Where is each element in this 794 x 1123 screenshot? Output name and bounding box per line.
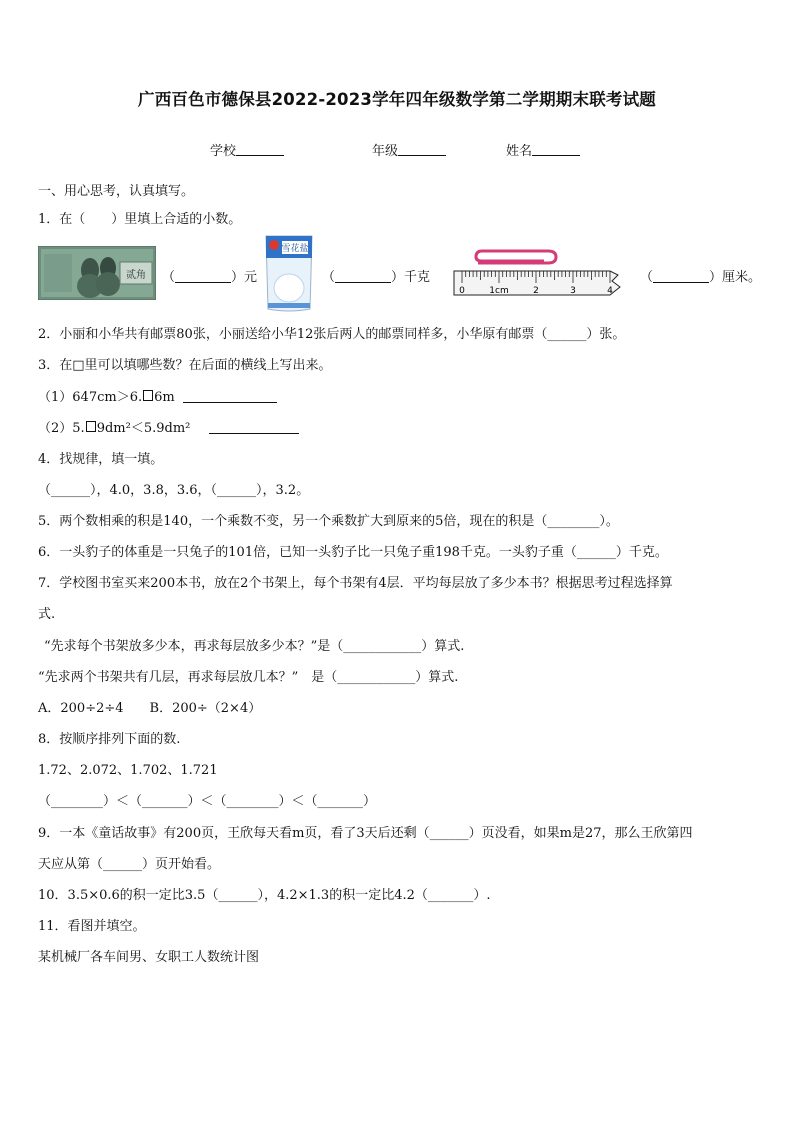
chart-caption: 某机械厂各车间男、女职工人数统计图 (38, 950, 260, 965)
q3-part2 (38, 417, 299, 436)
q2: 2．小丽和小华共有邮票80张，小丽送给小华12张后两人的邮票同样多，小华原有邮票（______）张。 (38, 327, 626, 342)
q4-sequence: （______），4.0，3.8，3.6，（______），3.2。 (38, 483, 310, 498)
ruler-image (452, 247, 628, 303)
ruler-tick-label: 1cm (489, 286, 509, 296)
q3-part2-a: （2）5. (38, 421, 85, 436)
q9-line1: 9．一本《童话故事》有200页，王欣每天看m页，看了3天后还剩（______）页没看，如果m是27，那么王欣第四 (38, 826, 693, 841)
q3-part2-b: 9dm²＜5.9dm² (96, 421, 191, 436)
q3-part1-answer-line[interactable] (183, 390, 277, 403)
q3-part1-b: 6m (154, 390, 175, 405)
school-blank[interactable] (236, 143, 284, 156)
q8-numbers: 1.72、2.072、1.702、1.721 (38, 763, 218, 778)
section-heading: 一、用心思考，认真填写。 (38, 184, 195, 199)
name-label: 姓名 (506, 144, 533, 159)
ruler-tick-label: 0 (459, 286, 465, 296)
q4-stem: 4．找规律，填一填。 (38, 452, 164, 467)
q1-stem: 1．在（ ）里填上合适的小数。 (38, 212, 242, 227)
q7-choice1: “先求每个书架放多少本，再求每层放多少本？”是（____________）算式. (44, 639, 465, 654)
q7-choice2: “先求两个书架共有几层，再求每层放几本？” 是（____________）算式. (38, 670, 459, 685)
ruler-tick-label: 4 (607, 286, 613, 296)
grade-label: 年级 (372, 144, 399, 159)
q1-blank-cm[interactable]: （ ）厘米。 (640, 270, 762, 285)
grade-blank[interactable] (398, 143, 446, 156)
q11: 11．看图并填空。 (38, 919, 146, 934)
q1-blank-kg[interactable]: （ ）千克 (322, 270, 431, 285)
q6: 6．一头豹子的体重是一只兔子的101倍，已知一头豹子比一只兔子重198千克。一头豹子重（______）千克。 (38, 545, 668, 560)
salt-bag-image (262, 233, 316, 317)
banknote-image (38, 246, 156, 304)
box-square[interactable] (86, 421, 96, 432)
unit-yuan: 元 (244, 270, 258, 285)
paperclip-icon (476, 251, 556, 263)
name-field (506, 140, 580, 159)
school-field (210, 140, 284, 159)
q8-order: （________）＜（_______）＜（________）＜（_______） (38, 794, 377, 809)
q5: 5．两个数相乘的积是140，一个乘数不变，另一个乘数扩大到原来的5倍，现在的积是（________）。 (38, 514, 619, 529)
name-blank[interactable] (532, 143, 580, 156)
ruler-tick-label: 2 (533, 286, 539, 296)
q8-stem: 8．按顺序排列下面的数. (38, 732, 181, 747)
ruler-tick-label: 3 (570, 286, 576, 296)
banknote-label: 贰角 (126, 270, 146, 281)
unit-kg: 千克 (404, 270, 431, 285)
q3-part1 (38, 386, 277, 405)
page-title: 广西百色市德保县2022-2023学年四年级数学第二学期期末联考试题 (138, 90, 656, 109)
q7-stem-line2: 式. (38, 607, 56, 622)
q3-part2-answer-line[interactable] (209, 421, 299, 434)
grade-field (372, 140, 446, 159)
q3-stem: 3．在□里可以填哪些数？在后面的横线上写出来。 (38, 358, 332, 373)
q7-stem-line1: 7．学校图书室买来200本书，放在2个书架上，每个书架有4层．平均每层放了多少本书？根据思考过程选择算 (38, 576, 673, 591)
q3-part1-a: （1）647cm＞6. (38, 390, 143, 405)
q7-options: A．200÷2÷4 B．200÷（2×4） (38, 701, 262, 716)
q10: 10．3.5×0.6的积一定比3.5（______），4.2×1.3的积一定比4.2（_______）. (38, 888, 491, 903)
q1-blank-yuan[interactable]: （ ）元 (162, 270, 258, 285)
unit-cm: 厘米。 (722, 270, 762, 285)
school-label: 学校 (210, 144, 237, 159)
bag-label: 雪花盐 (281, 244, 309, 254)
box-square[interactable] (143, 390, 153, 401)
q9-line2: 天应从第（______）页开始看。 (38, 857, 221, 872)
